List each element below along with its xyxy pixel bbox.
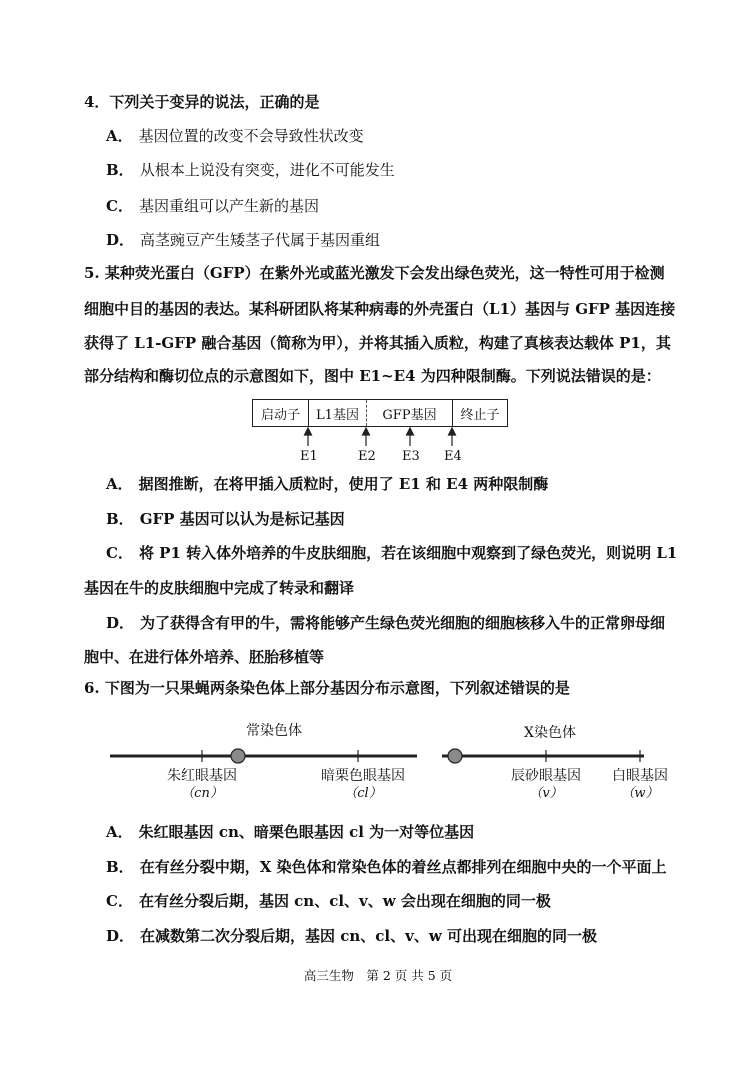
q6-option-a <box>106 822 474 842</box>
option-text: 在有丝分裂中期，X 染色体和常染色体的着丝点都排列在细胞中央的一个平面上 <box>139 858 667 876</box>
construct-segment-terminator: 终止子 <box>460 407 500 423</box>
gene-label-v: 辰砂眼基因 <box>511 768 581 784</box>
arrow-head-e3 <box>407 428 414 435</box>
q5-stem-line-1: 5. 某种荧光蛋白（GFP）在紫外光或蓝光激发下会发出绿色荧光，这一特性可用于检测 <box>84 264 665 282</box>
q5-option-d-continued: 胞中、在进行体外培养、胚胎移植等 <box>84 648 325 666</box>
q5-stem-line-2: 细胞中目的基因的表达。某科研团队将某种病毒的外壳蛋白（L1）基因与 GFP 基因连接 <box>84 300 676 318</box>
enzyme-label-e2: E2 <box>358 449 376 464</box>
q5-option-c-continued: 基因在牛的皮肤细胞中完成了转录和翻译 <box>84 579 355 597</box>
option-letter: C． <box>106 544 133 562</box>
option-letter: B． <box>106 161 134 179</box>
option-letter: C． <box>106 892 133 910</box>
arrow-head-e1 <box>305 428 312 435</box>
autosome-label: 常染色体 <box>246 723 302 739</box>
option-letter: A． <box>106 127 133 145</box>
q5-stem-line-4: 部分结构和酶切位点的示意图如下，图中 E1~E4 为四种限制酶。下列说法错误的是： <box>84 367 661 385</box>
q6-option-d <box>106 926 597 946</box>
page-footer: 高三生物 第 2 页 共 5 页 <box>303 968 453 983</box>
option-letter: B． <box>106 858 134 876</box>
enzyme-label-e4: E4 <box>444 449 462 464</box>
option-text: 据图推断，在将甲插入质粒时，使用了 E1 和 E4 两种限制酶 <box>138 475 549 493</box>
option-text: GFP 基因可以认为是标记基因 <box>139 510 345 528</box>
gene-symbol-w: （w） <box>621 786 659 801</box>
enzyme-arrows <box>305 428 456 446</box>
gene-symbol-cl: （cl） <box>344 786 382 801</box>
option-text: 在减数第二次分裂后期，基因 cn、cl、v、w 可出现在细胞的同一极 <box>140 927 597 945</box>
option-letter: D． <box>106 614 135 632</box>
autosome-centromere <box>231 749 245 763</box>
option-text: 从根本上说没有突变，进化不可能发生 <box>139 161 395 179</box>
option-text: 为了获得含有甲的牛，需将能够产生绿色荧光细胞的细胞核移入牛的正常卵母细 <box>140 614 666 632</box>
q5-option-b <box>106 509 345 529</box>
enzyme-label-e1: E1 <box>300 449 318 464</box>
arrow-head-e2 <box>363 428 370 435</box>
x-centromere <box>448 749 462 763</box>
construct-segment-gfp-gene: GFP基因 <box>367 400 453 426</box>
q5-option-c <box>106 543 677 563</box>
option-letter: A． <box>106 823 133 841</box>
option-text: 基因重组可以产生新的基因 <box>138 197 319 215</box>
option-text: 朱红眼基因 cn、暗栗色眼基因 cl 为一对等位基因 <box>138 823 475 841</box>
construct-segment-l1-gene: L1基因 <box>309 400 367 426</box>
option-text: 将 P1 转入体外培养的牛皮肤细胞，若在该细胞中观察到了绿色荧光，则说明 L1 <box>138 544 678 562</box>
option-letter: A． <box>106 475 133 493</box>
option-letter: D． <box>106 927 135 945</box>
gene-label-cl: 暗栗色眼基因 <box>321 768 405 784</box>
q6-option-b <box>106 857 667 877</box>
enzyme-label-e3: E3 <box>402 449 420 464</box>
gene-label-cn: 朱红眼基因 <box>167 768 237 784</box>
option-letter: D． <box>106 231 135 249</box>
option-text: 在有丝分裂后期，基因 cn、cl、v、w 会出现在细胞的同一极 <box>138 892 551 910</box>
q5-option-d <box>106 613 665 633</box>
q5-option-a <box>106 474 548 494</box>
q6-stem: 6. 下图为一只果蝇两条染色体上部分基因分布示意图，下列叙述错误的是 <box>84 679 570 697</box>
option-text: 基因位置的改变不会导致性状改变 <box>138 127 364 145</box>
gene-label-w: 白眼基因 <box>612 768 668 784</box>
x-chromosome-label: X染色体 <box>524 725 576 741</box>
q6-option-c <box>106 891 551 911</box>
gene-symbol-cn: （cn） <box>181 786 223 801</box>
q4-stem: 4．下列关于变异的说法，正确的是 <box>84 93 320 111</box>
q5-stem-line-3: 获得了 L1-GFP 融合基因（简称为甲），并将其插入质粒，构建了真核表达载体 P1，其 <box>84 334 671 352</box>
construct-segment-promoter: 启动子 <box>253 400 309 426</box>
arrow-head-e4 <box>449 428 456 435</box>
gene-symbol-v: （v） <box>529 786 563 801</box>
option-letter: B． <box>106 510 134 528</box>
option-text: 高茎豌豆产生矮茎子代属于基因重组 <box>140 231 381 249</box>
option-letter: C． <box>106 197 133 215</box>
